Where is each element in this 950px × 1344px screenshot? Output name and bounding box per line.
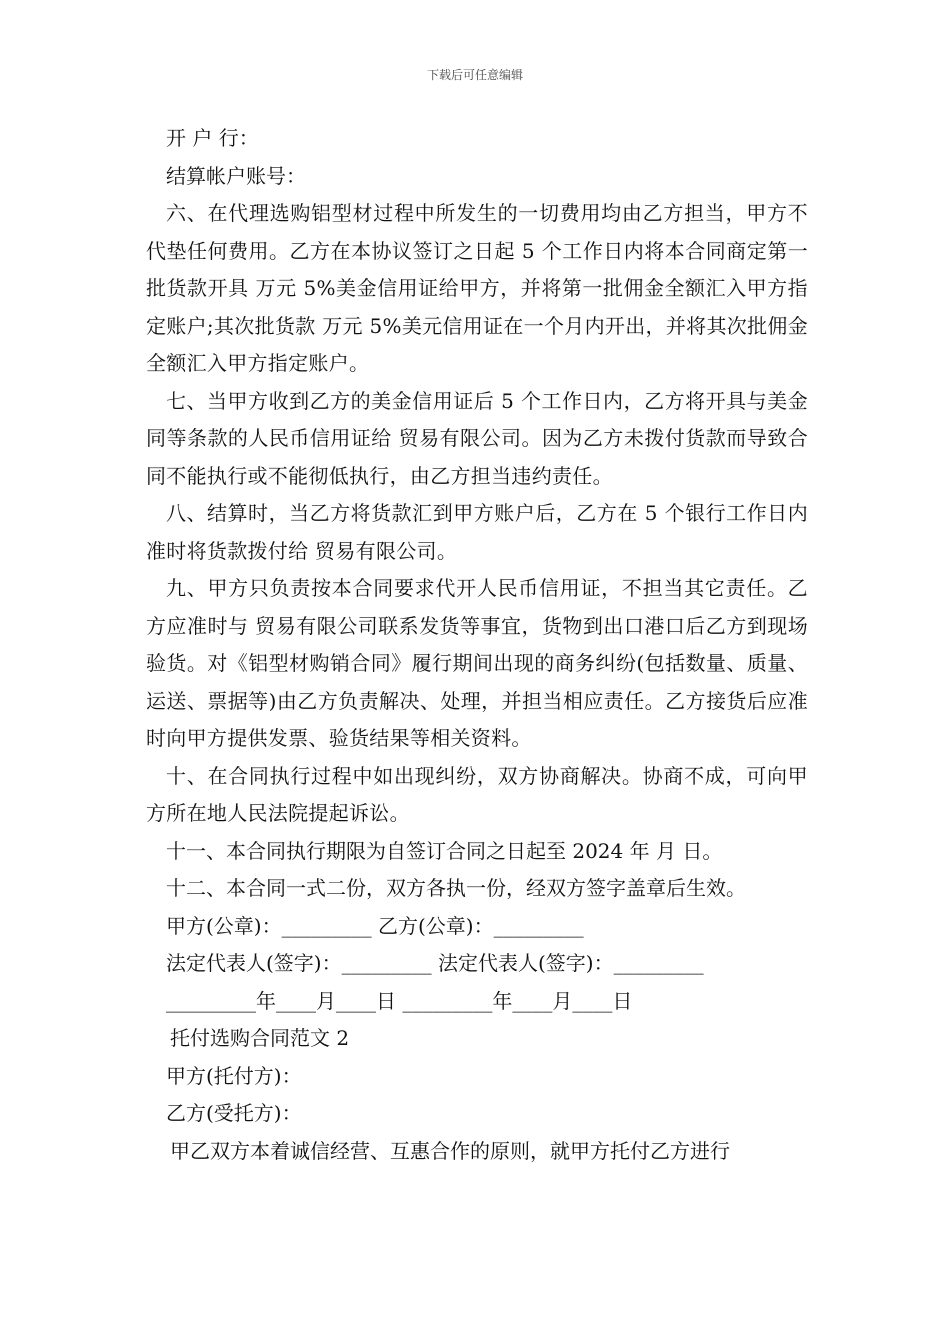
account-line: 结算帐户账号：: [166, 163, 306, 188]
clause-6: 六、在代理选购铝型材过程中所发生的一切费用均由乙方担当，甲方不代垫任何费用。乙方在本协议签订之日起 5 个工作日内将本合同商定第一批货款开具 万元 5%美金信用证给甲方，并将第一批佣金全额汇入甲方指定账户;其次批货款 万元 5%美元信用证在一个月内开出，并将其次批佣金全额汇入甲方指定账户。: [146, 201, 808, 375]
representative-line: 法定代表人(签字)：_________ 法定代表人(签字)：_________: [166, 951, 704, 975]
clause-11: 十一、本合同执行期限为自签订合同之日起至 2024 年 月 日。: [166, 838, 723, 863]
party-b-line: 乙方(受托方)：: [166, 1101, 302, 1125]
clause-12: 十二、本合同一式二份，双方各执一份，经双方签字盖章后生效。: [166, 876, 746, 900]
clause-9: 九、甲方只负责按本合同要求代开人民币信用证，不担当其它责任。乙方应准时与 贸易有限公司联系发货等事宜，货物到出口港口后乙方到现场验货。对《铝型材购销合同》履行期间出现的商务纠纷(包括数量、质量、运送、票据等)由乙方负责解决、处理，并担当相应责任。乙方接货后应准时向甲方提供发票、验货结果等相关资料。: [146, 576, 808, 750]
party-a-line: 甲方(托付方)：: [166, 1063, 302, 1088]
clause-8: 八、结算时，当乙方将货款汇到甲方账户后，乙方在 5 个银行工作日内准时将货款拨付给 贸易有限公司。: [146, 501, 808, 563]
clause-10: 十、在合同执行过程中如出现纠纷，双方协商解决。协商不成，可向甲方所在地人民法院提起诉讼。: [146, 763, 808, 825]
bank-line: 开 户 行：: [166, 126, 259, 150]
seal-line: 甲方(公章)：_________ 乙方(公章)：_________: [166, 913, 584, 938]
clause-7: 七、当甲方收到乙方的美金信用证后 5 个工作日内，乙方将开具与美金同等条款的人民币信用证给 贸易有限公司。因为乙方未拨付货款而导致合同不能执行或不能彻低执行，由乙方担当违约责任。: [146, 388, 808, 488]
section-title: 托付选购合同范文 2: [170, 1026, 350, 1050]
intro-line: 甲乙双方本着诚信经营、互惠合作的原则，就甲方托付乙方进行: [170, 1138, 730, 1163]
header-note: 下载后可任意编辑: [426, 68, 523, 82]
document-body: [146, 120, 808, 1170]
date-line: _________年____月____日 _________年____月____日: [166, 988, 633, 1013]
